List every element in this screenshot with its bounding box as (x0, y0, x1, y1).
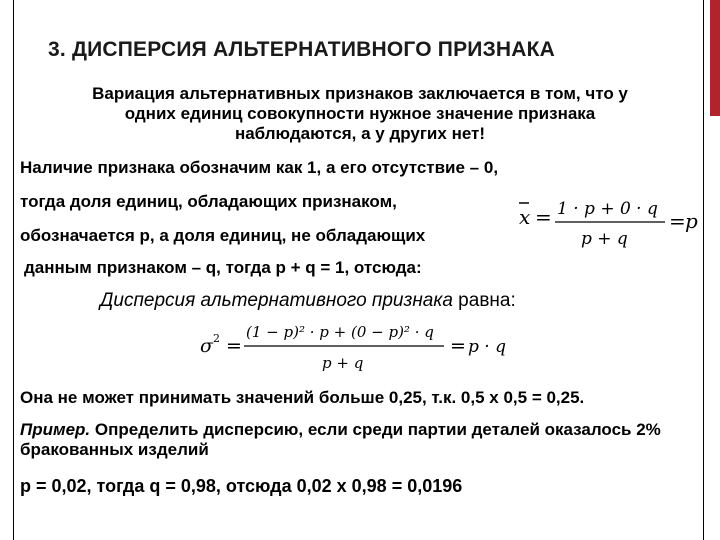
variance-formula-result: p · q (468, 337, 506, 357)
variance-formula-numerator: (1 − p)² · p + (0 − p)² · q (246, 323, 434, 341)
para-line-3: обозначается р, а доля единиц, не обладающих (20, 226, 426, 245)
variance-heading-italic: Дисперсия альтернативного признака (100, 290, 453, 311)
right-border-line (703, 0, 704, 540)
accent-bar (710, 0, 720, 116)
svg-text:=: = (226, 335, 242, 357)
svg-text:=: = (669, 209, 686, 233)
left-border-line (13, 0, 14, 540)
example-block (20, 420, 700, 460)
variance-heading (100, 290, 516, 312)
intro-line-2: одних единиц совокупности нужное значение признака (124, 104, 596, 123)
intro-text (30, 84, 690, 144)
example-label: Пример. (20, 420, 91, 439)
intro-line-3: наблюдаются, а у других нет! (234, 124, 486, 143)
svg-text:=: = (535, 205, 552, 229)
variance-formula-lhs-sup: 2 (213, 332, 220, 345)
para-line-2: тогда доля единиц, обладающих признаком, (20, 192, 397, 211)
mean-formula-lhs: x (519, 205, 531, 229)
mean-formula-numerator: 1 · p + 0 · q (557, 199, 658, 219)
mean-formula-result: p (685, 209, 698, 233)
example-result: р = 0,02, тогда q = 0,98, отсюда 0,02 х 0,98 = 0,0196 (20, 476, 463, 496)
variance-heading-rest: равна: (452, 290, 516, 311)
variance-formula-lhs: σ (200, 335, 213, 357)
para-line-4: данным признаком – q, тогда p + q = 1, отсюда: (24, 258, 422, 277)
example-text: Определить дисперсию, если среди партии деталей оказалось 2% бракованных изделий (20, 420, 661, 459)
mean-formula-denominator: p + q (581, 229, 628, 249)
svg-text:=: = (450, 335, 466, 357)
mean-formula (515, 192, 700, 262)
limit-note: Она не может принимать значений больше 0,25, т.к. 0,5 х 0,5 = 0,25. (20, 388, 585, 407)
para-line-1: Наличие признака обозначим как 1, а его отсутствие – 0, (20, 158, 499, 177)
slide-title: 3. ДИСПЕРСИЯ АЛЬТЕРНАТИВНОГО ПРИЗНАКА (48, 38, 556, 61)
intro-line-1: Вариация альтернативных признаков заключается в том, что у (92, 84, 628, 103)
variance-formula (198, 318, 518, 382)
variance-formula-denominator: p + q (322, 354, 364, 372)
